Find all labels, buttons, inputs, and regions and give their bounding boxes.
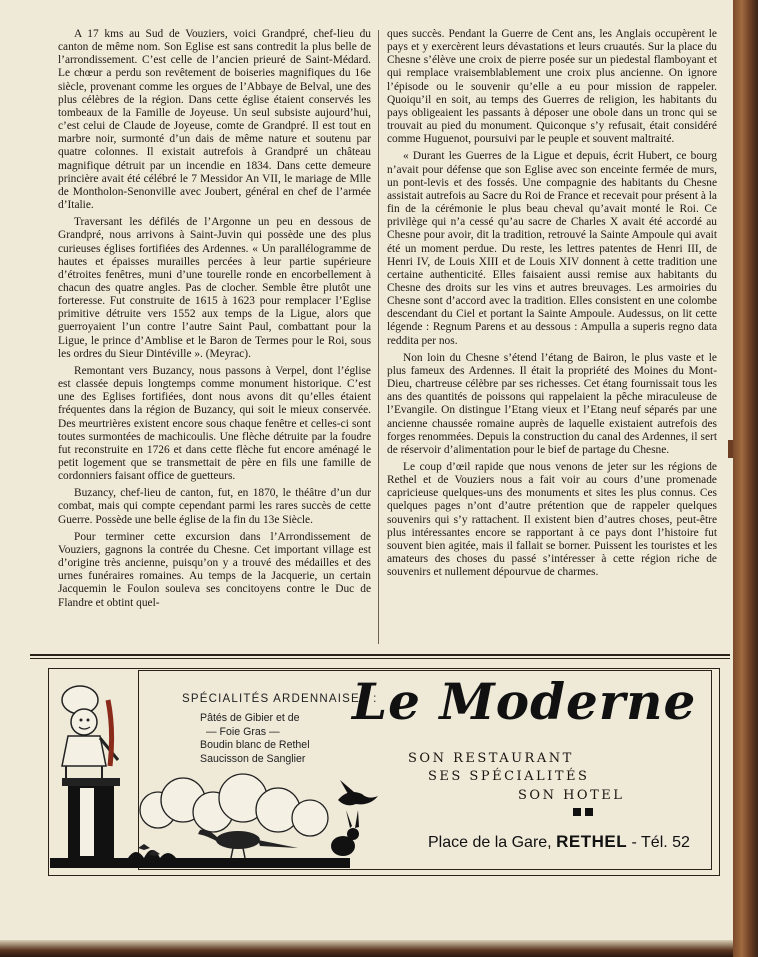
column-divider	[378, 30, 379, 644]
paragraph-verpel: Remontant vers Buzancy, nous passons à Verpel, dont l’église est classée depuis longtemps comme monument historique. C’est une des Eglises fortifiées, dont nous avons dit qu’elles étaient fréquentes dans la région de Buzancy, qui soit le mieux conservée. Des meurtrières existent encore sous chaque fenêtre et celles-ci sont toutes surmontées de machicoulis. Une flèche détruite par la foudre fut reconstruite en 1726 et dans cette flèche fut encore aménagé le petit logement que se transmettait de père en fils une famille de cordonniers faisant office de guetteurs.	[58, 364, 371, 483]
square-bullet-icon	[585, 808, 593, 816]
ad-line-specialites: SES SPÉCIALITÉS	[428, 769, 590, 784]
specialite-item: Saucisson de Sanglier	[200, 752, 306, 765]
paragraph-conclusion: Le coup d’œil rapide que nous venons de jeter sur les régions de Rethel et de Vouziers nous a fait voir au cours d’une promenade capricieuse quelques-uns des monuments et sites les plus connus. Ces quelques pages n’ont d’autre prétention que de rappeler quelques souvenirs qui s’y rattachent. Il existent bien d’autres choses, peut-être plus intéressantes encore se rapportant à ce pays dont l’histoire fut souvent bien agitée, mais il fallait se borner. Puissent les touristes et les amateurs des choses du passé s’intéresser à cette région riche de souvenirs et nullement dépourvue de charmes.	[387, 461, 717, 579]
specialite-item: Boudin blanc de Rethel	[200, 739, 310, 751]
specialite-item: Pâtés de Gibier et de	[200, 712, 300, 724]
square-bullet-icon	[573, 808, 581, 816]
ad-line-restaurant: SON RESTAURANT	[408, 751, 574, 766]
ad-phone: - Tél. 52	[631, 834, 690, 851]
separator-rule	[30, 654, 730, 656]
paragraph-croix: ques succès. Pendant la Guerre de Cent ans, les Anglais occupèrent le pays et y exercèrent leurs dévastations et leurs cruautés. Sur la place du Chesne s’élève une croix de pierre posée sur un piedestal flamboyant et qui remplace vraisemblablement une croix plus ancienne. On ignore l’épisode ou le souvenir qu’elle a eu pour mission de rappeler. Quoiqu’il en soit, au temps des Guerres de religion, les habitants du pays obligeaient les passants à déposer une obole dans un tronc qui se trouvait au pied du monument. Quiconque s’y refusait, était considéré comme Huguenot, poursuivi par le peuple et souvent maltraité.	[387, 28, 717, 146]
trees-icon	[140, 774, 328, 836]
specialites-heading: SPÉCIALITÉS ARDENNAISES :	[182, 693, 378, 705]
paragraph-chesne: Pour terminer cette excursion dans l’Arrondissement de Vouziers, gagnons la contrée du Chesne. Cet important village est d’origine très ancienne, puisqu’on y a trouvé des médailles et des urnes funéraires romaines. Au temps de la Jacquerie, un certain Jacquemin le Foulon souleva ses concitoyens contre le Duc de Flandre et obtint quel-	[58, 530, 371, 609]
pheasant-icon	[198, 830, 298, 858]
paragraph-grandpre: A 17 kms au Sud de Vouziers, voici Grandpré, chef-lieu du canton de même nom. Son Eglise est sans contredit la plus belle de l’arrondissement. C’est celle de l’ancien prieuré de Saint-Médard. Le chœur a perdu son revêtement de boiseries magnifiques du 16e siècle, provenant comme les orgues de l’Abbaye de Belval, une des plus célèbres de la région. Dans cette église étaient conservés les tombeaux de la Famille de Joyeuse. Un seul subsiste aujourd’hui, c’est celui de Claude de Joyeuse, comte de Grandpré. Il est tout en marbre noir, surmonté d’un dais de même nature et soutenu par quatre colonnes. Il existait autrefois à Grandpré un château magnifique détruit par un incendie en 1834. Dans cette demeure princière avait été célébré le 7 Messidor An VII, le mariage de Mlle de Montholon-Senonville avec Joubert, général en chef de l’armée d’Italie.	[58, 28, 371, 212]
specialite-item: — Foie Gras —	[206, 725, 280, 738]
article-right-column	[387, 28, 717, 583]
ad-address: Place de la Gare,	[428, 834, 552, 851]
rabbit-icon	[331, 810, 359, 856]
ad-address-line	[428, 832, 690, 852]
paragraph-etang-bairon: Non loin du Chesne s’étend l’étang de Bairon, le plus vaste et le plus fameux des Ardennes. Il était la propriété des Moines du Mont-Dieu, chartreuse célèbre par ses richesses. Cet étang fournissait tous les ans des quantités de poissons qui rappelaient la pêche miraculeuse de l’Evangile. On distingue l’Etang vieux et l’Etang neuf séparés par une ancienne chaussée romaine auprès de laquelle existaient autrefois des forges renommées. Depuis la construction du canal des Ardennes, il sert de réservoir d’alimentation pour le bief de partage du Chesne.	[387, 351, 717, 456]
ad-line-hotel: SON HOTEL	[518, 788, 625, 803]
page-bottom-edge	[0, 940, 733, 957]
book-spine	[733, 0, 758, 957]
restaurant-name-logo: Le Moderne	[352, 672, 697, 731]
paragraph-buzancy: Buzancy, chef-lieu de canton, fut, en 1870, le théâtre d’un dur combat, mais qui compte cependant parmi les rares succès de cette Guerre. Possède une belle église de la fin du 13e Siècle.	[58, 487, 371, 526]
article-left-column	[58, 28, 371, 614]
ad-city: RETHEL	[556, 832, 628, 851]
specialites-list	[200, 712, 310, 766]
separator-rule-thin	[30, 658, 730, 659]
paragraph-saint-juvin: Traversant les défilés de l’Argonne un peu en dessous de Grandpré, nous arrivons à Saint-Juvin qui possède une des plus curieuses églises fortifiées des Ardennes. « Un parallélogramme de hautes et épaisses murailles percées à leur partie supérieure d’étroites fenêtres, muni d’une tourelle ronde en encorbellement à chacun des quatre angles. Pas de clocher. Semble être plutôt une forteresse. Fut construite de 1615 à 1623 pour remplacer l’Eglise primitive détruite vers 1552 aux temps de la Ligue, alors que guerroyaient l’un contre l’autre Saint Paul, combattant pour la Ligue, le prince d’Amblise et le Baron de Termes pour le Roi, sous les ordres du Sieur Dintéville ». (Meyrac).	[58, 216, 371, 360]
paragraph-ligue: « Durant les Guerres de la Ligue et depuis, écrit Hubert, ce bourg n’avait pour défense que son Eglise avec son enceinte fermée de murs, un pont-levis et des fossés. Une compagnie des habitants du Chesne assistait autrefois au Sacre du Roi de France et recevait pour présent à la fin de la cérémonie le plus beau cheval qu’avait monté le Roi. Ce privilège qui n’a cessé qu’au sacre de Charles X avait été accordé au Chesne pour avoir, dit la tradition, retrouvé la Sainte Ampoule qui avait été un moment perdue. Du reste, les lettres patentes de Henri III, de Henri IV, de Louis XIII et de Louis XIV donnent à cette tradition une certaine authenticité. Elles faisaient aussi remise aux habitants du Chesne des droits sur les vins et autres breuvages. Les armoiries du Chesne sont d’accord avec la tradition. Elles consistent en une colombe descendant du Ciel et portant la Sainte Ampoule. Audessus, on lit cette légende : Regnum Parens et au dessous : Ampulla a superis regno data reddita per nos.	[387, 150, 717, 347]
flying-bird-icon	[338, 780, 378, 805]
chef-figure-icon	[62, 686, 118, 780]
